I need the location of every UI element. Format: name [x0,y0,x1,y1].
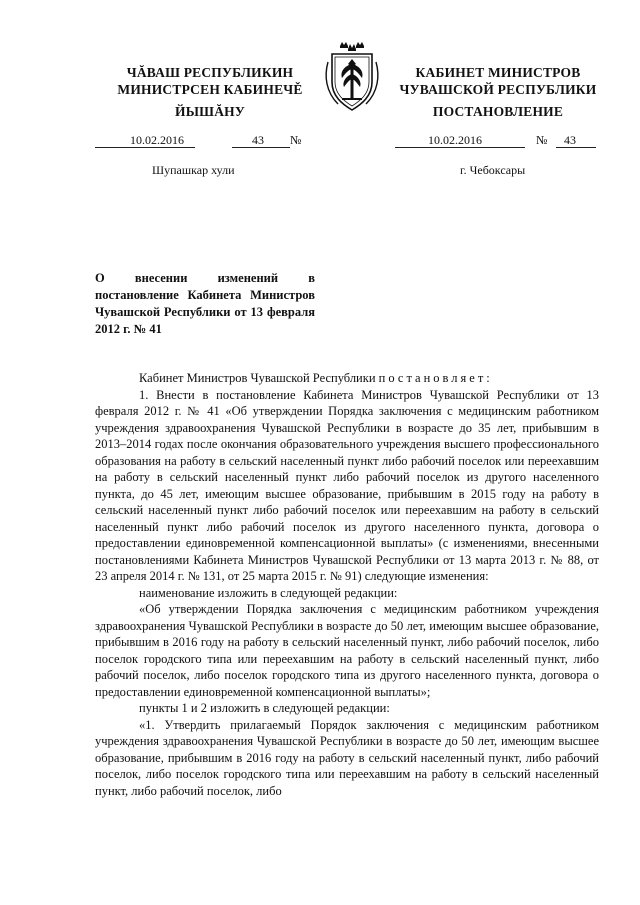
right-number: 43 [564,133,576,147]
right-doc-type: ПОСТАНОВЛЕНИЕ [432,104,564,119]
right-header [378,64,618,98]
chuvash-emblem-icon [320,40,384,114]
left-doc-type: ЙЫШĂНУ [175,104,245,119]
document-subject: О внесении изменений в постановление Кабинета Министров Чувашской Республики от 13 февраля 2012 г. № 41 [95,271,315,336]
paragraph-3: «Об утверждении Порядка заключения с медицинским работником учреждения здравоохранения Чувашской Республики в возрасте до 50 лет, имеющим высшее образование, прибывшим в 2016 году на работу в сельский населенный пункт, либо рабочий поселок, либо поселок городского типа или переехавшим на работу в сельский населенный пункт, либо рабочий поселок, либо поселок городского типа из другого населенного пункта, договора о предоставлении единовременной компенсационной выплаты»; [95,602,599,699]
right-date: 10.02.2016 [428,133,482,147]
right-title-line1: КАБИНЕТ МИНИСТРОВ [415,65,581,80]
left-number-underline [232,147,290,148]
paragraph-1: 1. Внести в постановление Кабинета Министров Чувашской Республики от 13 февраля 2012 г. № 41 «Об утверждении Порядка заключения с медицинским работником учреждения здравоохранения Чувашской Республики в возрасте до 35 лет, прибывшим в 2013–2014 годах после окончания образовательного учреждения высшего профессионального образования на работу в сельский населенный пункт либо рабочий поселок или переехавшим на работу в сельский населенный пункт либо рабочий поселок из другого населенного пункта, до 45 лет, имеющим высшее образование, прибывшим в 2015 году на работу в сельский населенный пункт либо рабочий поселок или переехавшим на работу в сельский населенный пункт либо рабочий поселок из другого населенного пункта, договора о предоставлении единовременной компенсационной выплаты» (с изменениями, внесенными постановлениями Кабинета Министров Чувашской Республики от 13 марта 2013 г. № 88, от 23 апреля 2014 г. № 131, от 25 марта 2015 г. № 91) следующие изменения: [95,387,599,583]
left-place: Шупашкар хули [152,163,235,177]
right-date-underline [395,147,525,148]
left-title-line2: МИНИСТРСЕН КАБИНЕЧĚ [117,82,303,97]
left-header [95,64,325,98]
left-date-underline [95,147,195,148]
intro-verb: постановляет: [378,371,493,385]
left-title-line1: ЧĂВАШ РЕСПУБЛИКИН [126,65,294,80]
intro-paragraph [95,370,599,387]
right-place: г. Чебоксары [460,163,526,177]
paragraph-4: пункты 1 и 2 изложить в следующей редакции: [139,701,390,715]
left-date: 10.02.2016 [130,133,184,147]
left-number: 43 [252,133,264,147]
right-number-sign: № [536,133,548,147]
paragraph-5: «1. Утвердить прилагаемый Порядок заключения с медицинским работником учреждения здравоохранения Чувашской Республики в возрасте до 50 лет, имеющим высшее образование, прибывшим в 2016 году на работу в сельский населенный пункт, либо рабочий поселок, либо поселок городского типа или переехавшим на работу в сельский населенный пункт, либо рабочий поселок, либо [95,717,599,798]
right-title-line2: ЧУВАШСКОЙ РЕСПУБЛИКИ [399,82,597,97]
paragraph-2: наименование изложить в следующей редакции: [139,585,398,600]
intro-text: Кабинет Министров Чувашской Республики [139,371,376,385]
left-number-sign: № [290,133,302,147]
document-body [95,370,599,799]
right-number-underline [556,147,596,148]
